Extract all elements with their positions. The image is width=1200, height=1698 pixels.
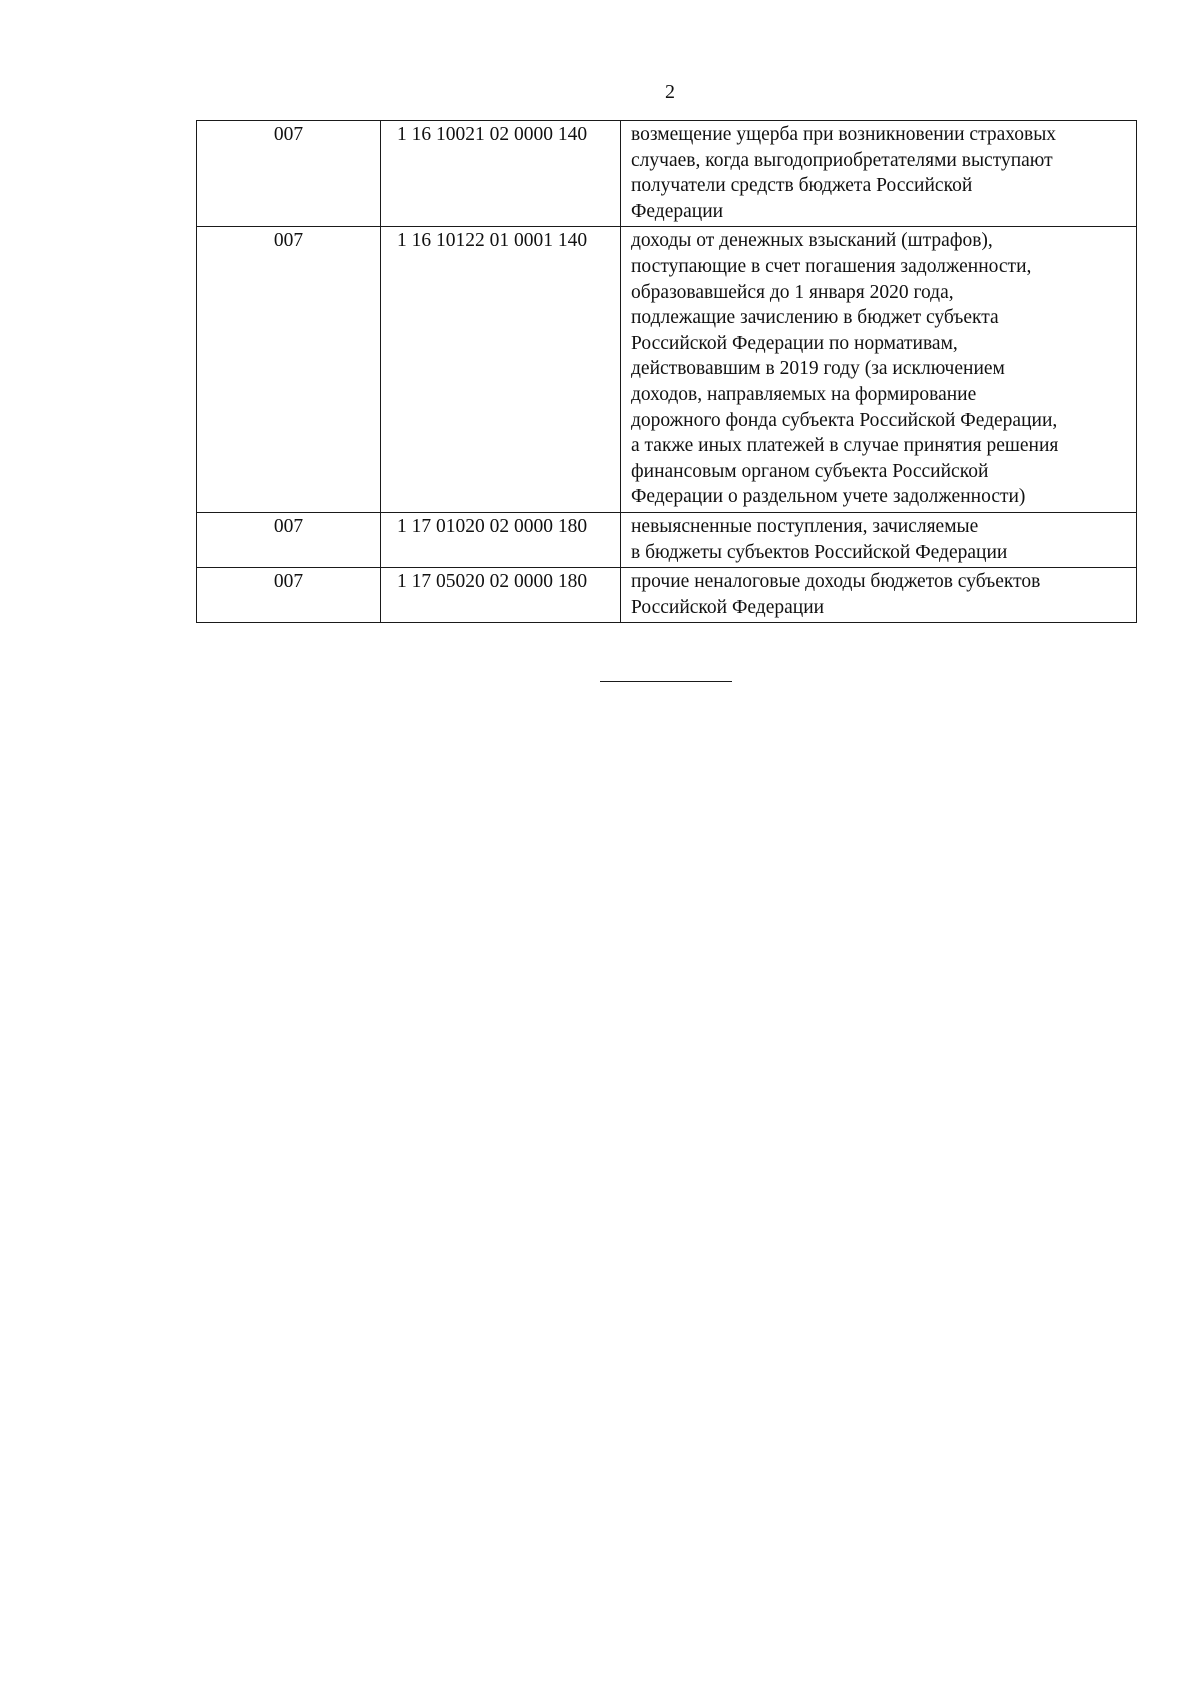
table-row	[197, 568, 1137, 623]
admin-code-cell: 007	[197, 512, 381, 567]
income-codes-table	[196, 120, 1137, 623]
admin-code-cell: 007	[197, 121, 381, 227]
admin-code-cell: 007	[197, 227, 381, 513]
description-line: образовавшейся до 1 января 2020 года,	[631, 281, 954, 303]
description-line: доходы от денежных взысканий (штрафов),	[631, 230, 993, 252]
description-line: получатели средств бюджета Российской	[631, 175, 973, 197]
description-cell	[621, 568, 1137, 623]
table-row	[197, 121, 1137, 227]
description-line: а также иных платежей в случае принятия решения	[631, 435, 1059, 457]
table-row	[197, 512, 1137, 567]
page-number: 2	[665, 81, 675, 103]
description-line: дорожного фонда субъекта Российской Федерации,	[631, 409, 1058, 431]
description-line: случаев, когда выгодоприобретателями выступают	[631, 149, 1053, 171]
income-code-cell: 1 17 05020 02 0000 180	[381, 568, 621, 623]
description-line: Российской Федерации	[631, 596, 825, 618]
description-cell	[621, 121, 1137, 227]
end-of-document-rule	[600, 681, 732, 682]
description-line: возмещение ущерба при возникновении страховых	[631, 124, 1057, 145]
description-cell	[621, 227, 1137, 513]
description-line: Российской Федерации по нормативам,	[631, 332, 958, 354]
table-row	[197, 227, 1137, 513]
description-cell	[621, 512, 1137, 567]
income-code-cell: 1 17 01020 02 0000 180	[381, 512, 621, 567]
description-line: в бюджеты субъектов Российской Федерации	[631, 541, 1008, 563]
description-line: невыясненные поступления, зачисляемые	[631, 515, 979, 537]
description-line: поступающие в счет погашения задолженности,	[631, 255, 1032, 277]
description-line: доходов, направляемых на формирование	[631, 383, 977, 405]
description-line: подлежащие зачислению в бюджет субъекта	[631, 307, 999, 329]
admin-code-cell: 007	[197, 568, 381, 623]
income-code-cell: 1 16 10021 02 0000 140	[381, 121, 621, 227]
description-line: действовавшим в 2019 году (за исключением	[631, 358, 1005, 380]
description-line: Федерации	[631, 200, 724, 222]
description-line: прочие неналоговые доходы бюджетов субъектов	[631, 571, 1041, 593]
description-line: финансовым органом субъекта Российской	[631, 460, 989, 482]
description-line: Федерации о раздельном учете задолженности)	[631, 486, 1026, 508]
income-code-cell: 1 16 10122 01 0001 140	[381, 227, 621, 513]
